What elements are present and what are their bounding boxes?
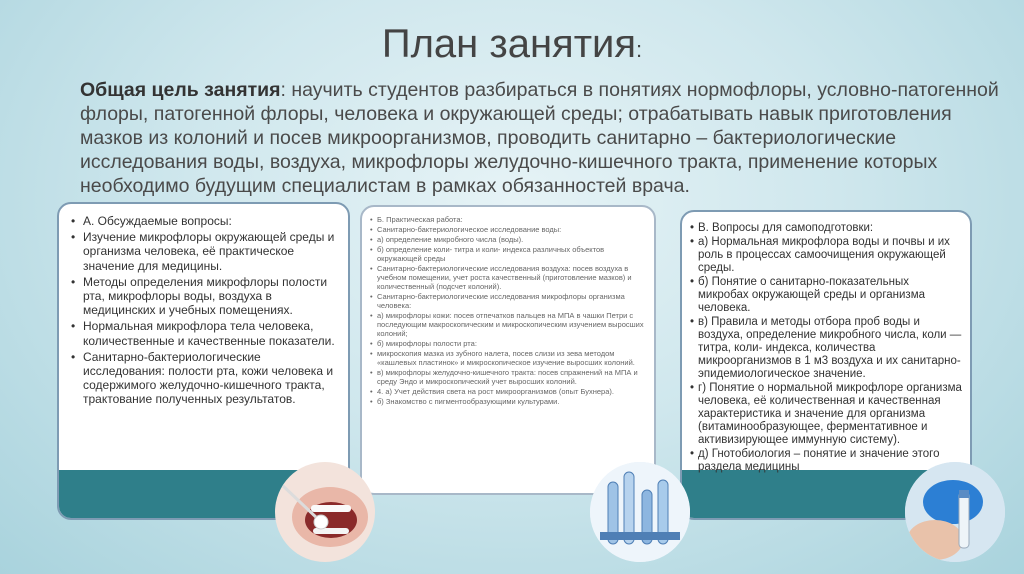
page-title-colon: : bbox=[636, 37, 643, 62]
mouth-swab-photo bbox=[275, 462, 375, 562]
goal-label: Общая цель занятия bbox=[80, 79, 281, 101]
list-item: • в) микрофлоры желудочно-кишечного тракта: посев спражнений на МПА и среду Эндо и микроскопический учет выросших колоний. bbox=[370, 368, 646, 386]
goal-text: : научить студентов разбираться в понятиях нормофлоры, условно-патогенной флоры, патогенной флоры, человека и окружающей среды; отрабатывать навык приготовления мазков из колоний и посев микроорганизмов, проводить санитарно – бактериологические исследования воды, воздуха, микрофлоры желудочно-кишечного тракта, применение которых необходимо будущим специалистам в рамках обязанностей врача. bbox=[80, 79, 999, 197]
practical-work-card bbox=[360, 205, 656, 495]
list-item: • А. Обсуждаемые вопросы: bbox=[71, 214, 340, 228]
list-item: • а) микрофлоры кожи: посев отпечатков пальцев на МПА в чашки Петри с последующим макроскопическим и микроскопическим изучением выросших колоний; bbox=[370, 311, 646, 338]
list-item: • 4. а) Учет действия света на рост микроорганизмов (опыт Бухнера). bbox=[370, 387, 646, 396]
test-tubes-photo bbox=[590, 462, 690, 562]
list-item: • в) Правила и методы отбора проб воды и воздуха, определение микробного числа, коли — титра, коли- индекса, количества микроорганизмов в 1 м3 воздуха и их санитарно-эпидемиологическое значение. bbox=[690, 316, 962, 381]
goal-paragraph bbox=[80, 78, 1015, 198]
page-title bbox=[0, 22, 1024, 67]
mouth-swab-icon bbox=[275, 462, 375, 562]
list-item: • Санитарно-бактериологические исследования микрофлоры организма человека: bbox=[370, 292, 646, 310]
list-item: • Методы определения микрофлоры полости рта, микрофлоры воды, воздуха в медицинских и учебных помещениях. bbox=[71, 275, 340, 318]
list-item: • Нормальная микрофлора тела человека, количественные и качественные показатели. bbox=[71, 319, 340, 347]
list-item: • а) определение микробного числа (воды). bbox=[370, 235, 646, 244]
list-item: • микроскопия мазка из зубного налета, посев слизи из зева методом «кашлевых пластинок» и микроскопическое изучение выросших колоний. bbox=[370, 349, 646, 367]
list-item: • а) Нормальная микрофлора воды и почвы и их роль в процессах самоочищения окружающей среды. bbox=[690, 236, 962, 275]
list-item: • Б. Практическая работа: bbox=[370, 215, 646, 224]
list-item: • Санитарно-бактериологическое исследование воды: bbox=[370, 225, 646, 234]
list-item: • Изучение микрофлоры окружающей среды и организма человека, её практическое значение для медицины. bbox=[71, 230, 340, 273]
list-item: • б) определение коли- титра и коли- индекса различных объектов окружающей среды bbox=[370, 245, 646, 263]
practical-work-list bbox=[362, 207, 654, 406]
list-item: • б) Знакомство с пигментообразующими культурами. bbox=[370, 397, 646, 406]
test-tubes-icon bbox=[590, 462, 690, 562]
list-item: • б) микрофлоры полости рта: bbox=[370, 339, 646, 348]
page-title-text: План занятия bbox=[381, 22, 637, 66]
vial-icon bbox=[905, 462, 1005, 562]
discussion-questions-list bbox=[59, 204, 348, 407]
self-study-questions-list bbox=[682, 212, 970, 474]
list-item: • Санитарно-бактериологические исследования воздуха: посев воздуха в учебном помещении, учет роста качественный (приготовление мазков) и количественный (подсчет колоний). bbox=[370, 264, 646, 291]
list-item: • Санитарно-бактериологические исследования: полости рта, кожи человека и содержимого желудочно-кишечного тракта, трактование полученных результатов. bbox=[71, 350, 340, 407]
list-item: • В. Вопросы для самоподготовки: bbox=[690, 222, 962, 235]
list-item: • г) Понятие о нормальной микрофлоре организма человека, её количественная и качественная характеристика и значение для организма (витаминообразующее, ферментативное и активизирующее иммунную систему). bbox=[690, 382, 962, 447]
list-item: • б) Понятие о санитарно-показательных микробах окружающей среды и организма человека. bbox=[690, 276, 962, 315]
gloved-hand-vial-photo bbox=[905, 462, 1005, 562]
list-item: • д) Гнотобиология – понятие и значение этого раздела медицины bbox=[690, 448, 962, 474]
